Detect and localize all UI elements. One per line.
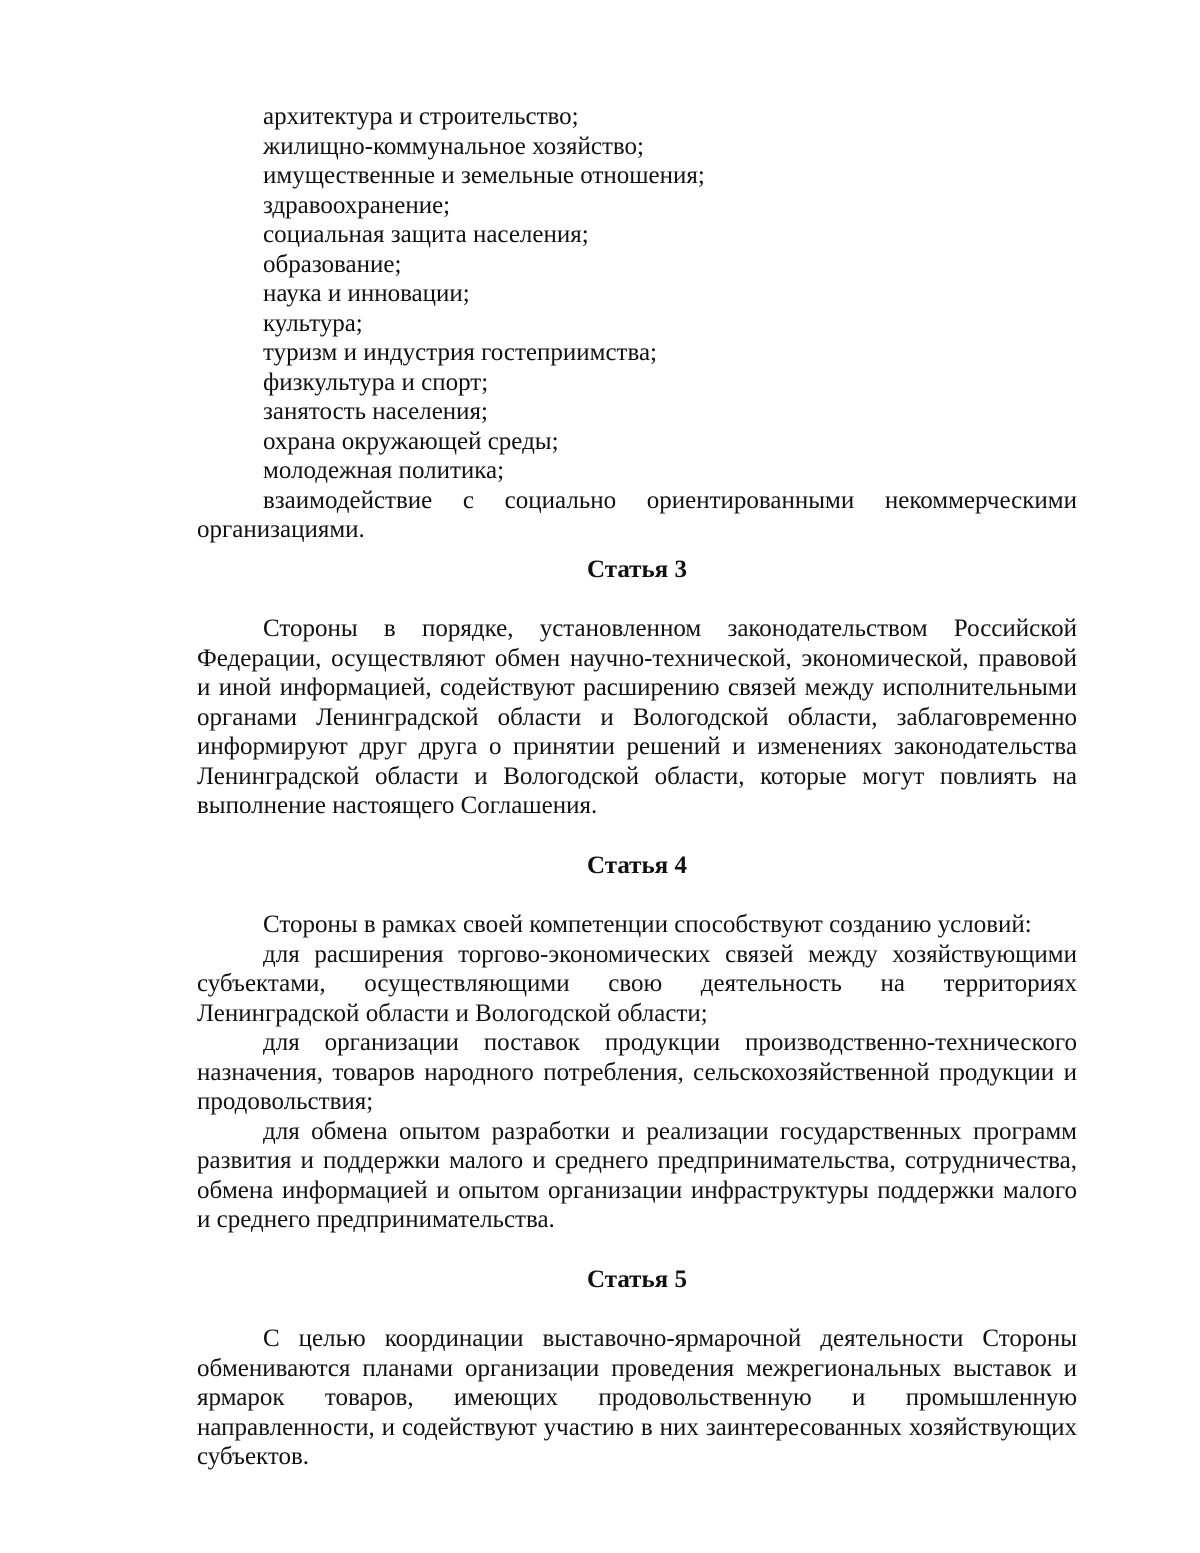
- list-item: наука и инновации;: [263, 280, 470, 307]
- document-page: [197, 102, 1077, 1472]
- list-item: образование;: [263, 250, 402, 278]
- list-item: молодежная политика;: [263, 457, 505, 484]
- list-item: жилищно-коммунальное хозяйство;: [263, 132, 645, 160]
- list-item: имущественные и земельные отношения;: [263, 162, 705, 189]
- list-item: туризм и индустрия гостеприимства;: [263, 339, 657, 366]
- list-item: занятость населения;: [263, 398, 488, 425]
- areas-list: [197, 102, 1077, 545]
- list-item: здравоохранение;: [263, 191, 451, 219]
- article-3-title: Статья 3: [587, 555, 687, 583]
- list-item-last: взаимодействие с социально ориентированными некоммерческими организациями.: [197, 486, 1077, 543]
- article-5-title: Статья 5: [587, 1265, 687, 1293]
- article-4-item: для обмена опытом разработки и реализации государственных программ развития и поддержки малого и среднего предпринимательства, сотрудничества, обмена информацией и опытом организации инфраструктуры поддержки малого и среднего предпринимательства.: [197, 1117, 1077, 1233]
- article-4-item: для расширения торгово-экономических связей между хозяйствующими субъектами, осуществляющими свою деятельность на территориях Ленинградской области и Вологодской области;: [197, 940, 1077, 1027]
- article-5-text: С целью координации выставочно-ярмарочной деятельности Стороны обмениваются планами организации проведения межрегиональных выставок и ярмарок товаров, имеющих продовольственную и промышленную направленности, и содействуют участию в них заинтересованных хозяйствующих субъектов.: [197, 1325, 1077, 1470]
- article-4-title: Статья 4: [587, 851, 687, 879]
- article-3-text: Стороны в порядке, установленном законодательством Российской Федерации, осуществляют обмен научно-технической, экономической, правовой и иной информацией, содействуют расширению связей между исполнительными органами Ленинградской области и Вологодской области, заблаговременно информируют друг друга о принятии решений и изменениях законодательства Ленинградской области и Вологодской области, которые могут повлиять на выполнение настоящего Соглашения.: [197, 615, 1077, 819]
- list-item: физкультура и спорт;: [263, 368, 489, 396]
- list-item: архитектура и строительство;: [263, 103, 579, 130]
- article-4-intro: Стороны в рамках своей компетенции способствуют созданию условий:: [263, 911, 1032, 938]
- article-4-item: для организации поставок продукции производственно-технического назначения, товаров народного потребления, сельскохозяйственной продукции и продовольствия;: [197, 1029, 1077, 1115]
- list-item: культура;: [263, 309, 363, 337]
- list-item: социальная защита населения;: [263, 221, 589, 248]
- list-item: охрана окружающей среды;: [263, 427, 559, 455]
